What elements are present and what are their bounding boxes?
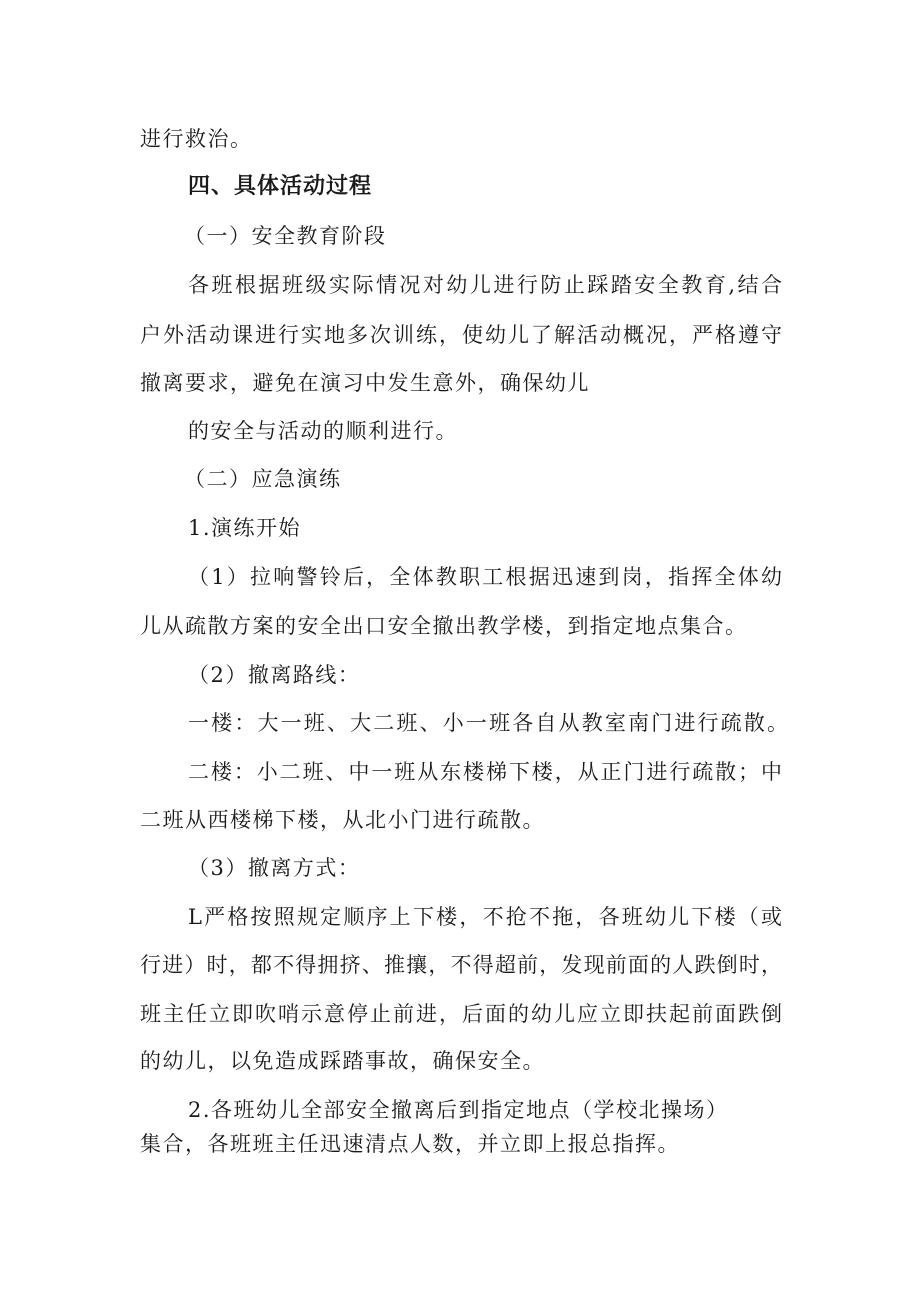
list-heading: 1.演练开始 (188, 516, 302, 540)
list-item-heading: （2）撤离路线： (188, 663, 361, 687)
paragraph-continuation: 进行救治。 (140, 127, 253, 151)
paragraph-line: （1）拉响警铃后，全体教职工根据迅速到岗，指挥全体幼 (188, 565, 782, 589)
list-item-heading: （3）撤离方式： (188, 856, 361, 880)
paragraph-line: 的安全与活动的顺利进行。 (188, 419, 458, 443)
paragraph-line: 各班根据班级实际情况对幼儿进行防止踩踏安全教育,结合 (188, 273, 782, 297)
paragraph-line: 的幼儿，以免造成踩踏事故，确保安全。 (140, 1049, 545, 1073)
subsection-heading: （一）安全教育阶段 (184, 224, 387, 248)
paragraph-line: 撤离要求，避免在演习中发生意外，确保幼儿 (140, 371, 590, 395)
paragraph-line: 儿从疏散方案的安全出口安全撤出教学楼，到指定地点集合。 (140, 614, 748, 638)
paragraph-line: 行进）时，都不得拥挤、推攘，不得超前，发现前面的人跌倒时， (140, 953, 782, 977)
paragraph-line: 二班从西楼梯下楼，从北小门进行疏散。 (140, 808, 545, 832)
paragraph-line: 班主任立即吹哨示意停止前进，后面的幼儿应立即扶起前面跌倒 (140, 1002, 782, 1026)
paragraph-line: L严格按照规定顺序上下楼，不抢不拖，各班幼儿下楼（或 (188, 905, 782, 929)
subsection-heading: （二）应急演练 (184, 467, 342, 491)
paragraph-line: 户外活动课进行实地多次训练，使幼儿了解活动概况，严格遵守 (140, 323, 782, 347)
section-heading: 四、具体活动过程 (188, 174, 373, 199)
paragraph-line: 2.各班幼儿全部安全撤离后到指定地点（学校北操场） (188, 1098, 729, 1122)
paragraph-line: 集合，各班班主任迅速清点人数，并立即上报总指挥。 (140, 1132, 680, 1156)
paragraph-line: 一楼：大一班、大二班、小一班各自从教室南门进行疏散。 (188, 711, 788, 735)
paragraph-line: 二楼：小二班、中一班从东楼梯下楼，从正门进行疏散；中 (188, 760, 782, 784)
